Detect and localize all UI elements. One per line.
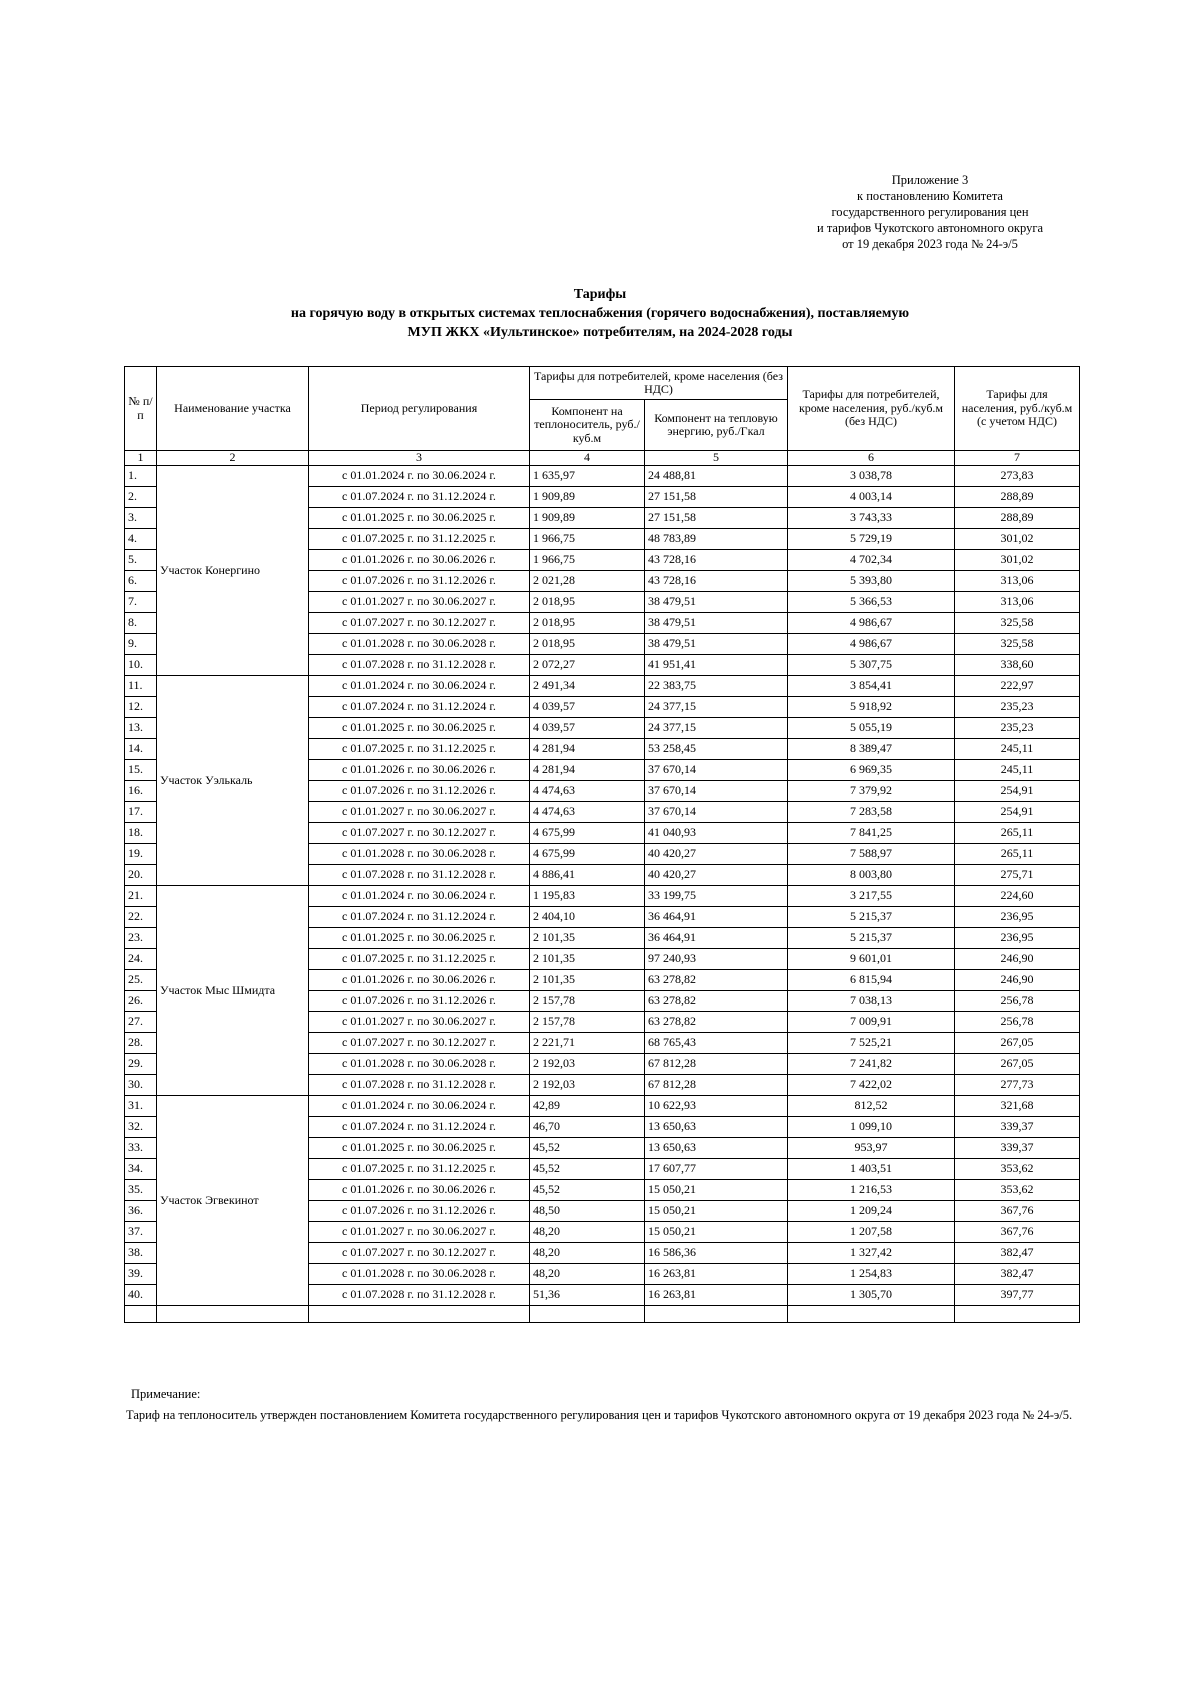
- column-index: 3: [309, 451, 530, 466]
- coolant-cell: 2 192,03: [530, 1075, 645, 1096]
- energy-cell: 13 650,63: [645, 1117, 788, 1138]
- header-period: Период регулирования: [309, 367, 530, 451]
- period-cell: с 01.07.2024 г. по 31.12.2024 г.: [309, 487, 530, 508]
- site-name: Участок Эгвекинот: [157, 1096, 309, 1306]
- period-cell: с 01.01.2025 г. по 30.06.2025 г.: [309, 928, 530, 949]
- period-cell: с 01.01.2028 г. по 30.06.2028 г.: [309, 844, 530, 865]
- energy-cell: 63 278,82: [645, 970, 788, 991]
- coolant-cell: 2 491,34: [530, 676, 645, 697]
- pop-tariff-cell: 265,11: [955, 823, 1080, 844]
- row-number: 20.: [125, 865, 157, 886]
- row-number: 21.: [125, 886, 157, 907]
- coolant-cell: 4 474,63: [530, 781, 645, 802]
- energy-cell: 43 728,16: [645, 571, 788, 592]
- coolant-cell: 2 192,03: [530, 1054, 645, 1075]
- energy-cell: 38 479,51: [645, 613, 788, 634]
- energy-cell: 67 812,28: [645, 1054, 788, 1075]
- coolant-cell: 48,20: [530, 1222, 645, 1243]
- nonpop-tariff-cell: 8 389,47: [788, 739, 955, 760]
- pop-tariff-cell: 339,37: [955, 1138, 1080, 1159]
- pop-tariff-cell: 246,90: [955, 949, 1080, 970]
- header-pop: Тарифы для населения, руб./куб.м (с учетом НДС): [955, 367, 1080, 451]
- energy-cell: 22 383,75: [645, 676, 788, 697]
- pop-tariff-cell: 256,78: [955, 1012, 1080, 1033]
- pop-tariff-cell: 245,11: [955, 760, 1080, 781]
- coolant-cell: 45,52: [530, 1138, 645, 1159]
- nonpop-tariff-cell: 5 055,19: [788, 718, 955, 739]
- pop-tariff-cell: 367,76: [955, 1201, 1080, 1222]
- period-cell: с 01.01.2027 г. по 30.06.2027 г.: [309, 1222, 530, 1243]
- row-number: 11.: [125, 676, 157, 697]
- energy-cell: 24 377,15: [645, 718, 788, 739]
- coolant-cell: 48,20: [530, 1243, 645, 1264]
- period-cell: с 01.07.2028 г. по 31.12.2028 г.: [309, 1285, 530, 1306]
- period-cell: с 01.01.2024 г. по 30.06.2024 г.: [309, 676, 530, 697]
- row-number: 34.: [125, 1159, 157, 1180]
- nonpop-tariff-cell: 5 307,75: [788, 655, 955, 676]
- pop-tariff-cell: 267,05: [955, 1033, 1080, 1054]
- note-text: Тариф на теплоноситель утвержден постановлением Комитета государственного регулирования цен и тарифов Чукотского автономного округа от 19 декабря 2023 года № 24-э/5.: [126, 1408, 1073, 1422]
- nonpop-tariff-cell: 4 702,34: [788, 550, 955, 571]
- energy-cell: 37 670,14: [645, 781, 788, 802]
- coolant-cell: 46,70: [530, 1117, 645, 1138]
- energy-cell: 15 050,21: [645, 1201, 788, 1222]
- energy-cell: 68 765,43: [645, 1033, 788, 1054]
- coolant-cell: 48,20: [530, 1264, 645, 1285]
- period-cell: с 01.07.2026 г. по 31.12.2026 г.: [309, 1201, 530, 1222]
- row-number: 25.: [125, 970, 157, 991]
- table-row: [125, 886, 1080, 907]
- nonpop-tariff-cell: 4 986,67: [788, 613, 955, 634]
- empty-row: [125, 1306, 1080, 1323]
- nonpop-tariff-cell: 7 038,13: [788, 991, 955, 1012]
- period-cell: с 01.07.2024 г. по 31.12.2024 г.: [309, 907, 530, 928]
- period-cell: с 01.01.2026 г. по 30.06.2026 г.: [309, 760, 530, 781]
- nonpop-tariff-cell: 812,52: [788, 1096, 955, 1117]
- energy-cell: 38 479,51: [645, 634, 788, 655]
- energy-cell: 41 040,93: [645, 823, 788, 844]
- row-number: 16.: [125, 781, 157, 802]
- period-cell: с 01.07.2026 г. по 31.12.2026 г.: [309, 571, 530, 592]
- nonpop-tariff-cell: 1 403,51: [788, 1159, 955, 1180]
- coolant-cell: 1 909,89: [530, 508, 645, 529]
- row-number: 30.: [125, 1075, 157, 1096]
- energy-cell: 13 650,63: [645, 1138, 788, 1159]
- coolant-cell: 45,52: [530, 1159, 645, 1180]
- coolant-cell: 4 281,94: [530, 739, 645, 760]
- period-cell: с 01.07.2027 г. по 30.12.2027 г.: [309, 1243, 530, 1264]
- row-number: 8.: [125, 613, 157, 634]
- nonpop-tariff-cell: 1 216,53: [788, 1180, 955, 1201]
- pop-tariff-cell: 254,91: [955, 781, 1080, 802]
- nonpop-tariff-cell: 7 841,25: [788, 823, 955, 844]
- energy-cell: 16 263,81: [645, 1264, 788, 1285]
- site-name: Участок Конергино: [157, 466, 309, 676]
- coolant-cell: 4 886,41: [530, 865, 645, 886]
- pop-tariff-cell: 382,47: [955, 1264, 1080, 1285]
- nonpop-tariff-cell: 7 241,82: [788, 1054, 955, 1075]
- row-number: 2.: [125, 487, 157, 508]
- nonpop-tariff-cell: 3 854,41: [788, 676, 955, 697]
- nonpop-tariff-cell: 8 003,80: [788, 865, 955, 886]
- nonpop-tariff-cell: 3 743,33: [788, 508, 955, 529]
- coolant-cell: 2 072,27: [530, 655, 645, 676]
- coolant-cell: 1 909,89: [530, 487, 645, 508]
- pop-tariff-cell: 382,47: [955, 1243, 1080, 1264]
- coolant-cell: 2 221,71: [530, 1033, 645, 1054]
- energy-cell: 63 278,82: [645, 991, 788, 1012]
- period-cell: с 01.07.2026 г. по 31.12.2026 г.: [309, 781, 530, 802]
- nonpop-tariff-cell: 1 254,83: [788, 1264, 955, 1285]
- nonpop-tariff-cell: 7 588,97: [788, 844, 955, 865]
- pop-tariff-cell: 353,62: [955, 1159, 1080, 1180]
- pop-tariff-cell: 325,58: [955, 634, 1080, 655]
- row-number: 26.: [125, 991, 157, 1012]
- appendix-line: государственного регулирования цен: [831, 205, 1029, 219]
- row-number: 1.: [125, 466, 157, 487]
- pop-tariff-cell: 246,90: [955, 970, 1080, 991]
- period-cell: с 01.01.2027 г. по 30.06.2027 г.: [309, 802, 530, 823]
- coolant-cell: 45,52: [530, 1180, 645, 1201]
- row-number: 6.: [125, 571, 157, 592]
- period-cell: с 01.01.2025 г. по 30.06.2025 г.: [309, 718, 530, 739]
- nonpop-tariff-cell: 6 969,35: [788, 760, 955, 781]
- appendix-line: и тарифов Чукотского автономного округа: [817, 221, 1043, 235]
- coolant-cell: 4 474,63: [530, 802, 645, 823]
- row-number: 37.: [125, 1222, 157, 1243]
- coolant-cell: 2 101,35: [530, 949, 645, 970]
- nonpop-tariff-cell: 1 207,58: [788, 1222, 955, 1243]
- column-index: 6: [788, 451, 955, 466]
- appendix-line: Приложение 3: [891, 173, 969, 187]
- coolant-cell: 51,36: [530, 1285, 645, 1306]
- coolant-cell: 1 966,75: [530, 529, 645, 550]
- coolant-cell: 48,50: [530, 1201, 645, 1222]
- tariff-table-body: [125, 451, 1080, 1323]
- header-coolant: Компонент на теплоноситель, руб./куб.м: [530, 400, 645, 451]
- nonpop-tariff-cell: 4 986,67: [788, 634, 955, 655]
- coolant-cell: 4 675,99: [530, 823, 645, 844]
- row-number: 12.: [125, 697, 157, 718]
- nonpop-tariff-cell: 5 215,37: [788, 928, 955, 949]
- energy-cell: 67 812,28: [645, 1075, 788, 1096]
- empty-cell: [125, 1306, 157, 1323]
- row-number: 32.: [125, 1117, 157, 1138]
- period-cell: с 01.07.2028 г. по 31.12.2028 г.: [309, 655, 530, 676]
- column-index: 7: [955, 451, 1080, 466]
- period-cell: с 01.07.2028 г. по 31.12.2028 г.: [309, 1075, 530, 1096]
- coolant-cell: 2 018,95: [530, 592, 645, 613]
- header-group: Тарифы для потребителей, кроме населения (без НДС): [530, 367, 788, 400]
- nonpop-tariff-cell: 5 918,92: [788, 697, 955, 718]
- column-index: 5: [645, 451, 788, 466]
- nonpop-tariff-cell: 4 003,14: [788, 487, 955, 508]
- period-cell: с 01.07.2027 г. по 30.12.2027 г.: [309, 613, 530, 634]
- period-cell: с 01.01.2024 г. по 30.06.2024 г.: [309, 466, 530, 487]
- period-cell: с 01.01.2028 г. по 30.06.2028 г.: [309, 1264, 530, 1285]
- coolant-cell: 2 404,10: [530, 907, 645, 928]
- document-title: [0, 285, 1200, 342]
- period-cell: с 01.01.2028 г. по 30.06.2028 г.: [309, 634, 530, 655]
- period-cell: с 01.07.2025 г. по 31.12.2025 г.: [309, 949, 530, 970]
- energy-cell: 37 670,14: [645, 802, 788, 823]
- nonpop-tariff-cell: 1 327,42: [788, 1243, 955, 1264]
- coolant-cell: 1 635,97: [530, 466, 645, 487]
- energy-cell: 40 420,27: [645, 865, 788, 886]
- row-number: 18.: [125, 823, 157, 844]
- energy-cell: 24 488,81: [645, 466, 788, 487]
- empty-cell: [309, 1306, 530, 1323]
- pop-tariff-cell: 254,91: [955, 802, 1080, 823]
- row-number: 5.: [125, 550, 157, 571]
- row-number: 22.: [125, 907, 157, 928]
- row-number: 9.: [125, 634, 157, 655]
- pop-tariff-cell: 321,68: [955, 1096, 1080, 1117]
- nonpop-tariff-cell: 7 283,58: [788, 802, 955, 823]
- row-number: 7.: [125, 592, 157, 613]
- row-number: 33.: [125, 1138, 157, 1159]
- nonpop-tariff-cell: 6 815,94: [788, 970, 955, 991]
- coolant-cell: 1 195,83: [530, 886, 645, 907]
- nonpop-tariff-cell: 3 217,55: [788, 886, 955, 907]
- pop-tariff-cell: 288,89: [955, 487, 1080, 508]
- period-cell: с 01.07.2025 г. по 31.12.2025 г.: [309, 1159, 530, 1180]
- period-cell: с 01.01.2024 г. по 30.06.2024 г.: [309, 1096, 530, 1117]
- row-number: 4.: [125, 529, 157, 550]
- row-number: 17.: [125, 802, 157, 823]
- period-cell: с 01.01.2027 г. по 30.06.2027 г.: [309, 592, 530, 613]
- pop-tariff-cell: 397,77: [955, 1285, 1080, 1306]
- pop-tariff-cell: 222,97: [955, 676, 1080, 697]
- table-row: [125, 1096, 1080, 1117]
- nonpop-tariff-cell: 1 099,10: [788, 1117, 955, 1138]
- row-number: 3.: [125, 508, 157, 529]
- energy-cell: 33 199,75: [645, 886, 788, 907]
- appendix-line: к постановлению Комитета: [857, 189, 1003, 203]
- site-name: Участок Уэлькаль: [157, 676, 309, 886]
- tariff-table: [124, 366, 1080, 1323]
- coolant-cell: 4 039,57: [530, 697, 645, 718]
- energy-cell: 63 278,82: [645, 1012, 788, 1033]
- column-index: 1: [125, 451, 157, 466]
- pop-tariff-cell: 313,06: [955, 592, 1080, 613]
- row-number: 27.: [125, 1012, 157, 1033]
- energy-cell: 36 464,91: [645, 928, 788, 949]
- title-line-2: на горячую воду в открытых системах теплоснабжения (горячего водоснабжения), поставляемую: [290, 306, 910, 321]
- coolant-cell: 2 157,78: [530, 991, 645, 1012]
- coolant-cell: 42,89: [530, 1096, 645, 1117]
- pop-tariff-cell: 277,73: [955, 1075, 1080, 1096]
- energy-cell: 37 670,14: [645, 760, 788, 781]
- pop-tariff-cell: 235,23: [955, 697, 1080, 718]
- period-cell: с 01.01.2026 г. по 30.06.2026 г.: [309, 550, 530, 571]
- period-cell: с 01.01.2025 г. по 30.06.2025 г.: [309, 508, 530, 529]
- period-cell: с 01.01.2026 г. по 30.06.2026 г.: [309, 1180, 530, 1201]
- energy-cell: 16 263,81: [645, 1285, 788, 1306]
- period-cell: с 01.01.2025 г. по 30.06.2025 г.: [309, 1138, 530, 1159]
- energy-cell: 17 607,77: [645, 1159, 788, 1180]
- pop-tariff-cell: 245,11: [955, 739, 1080, 760]
- energy-cell: 36 464,91: [645, 907, 788, 928]
- period-cell: с 01.07.2027 г. по 30.12.2027 г.: [309, 1033, 530, 1054]
- title-line-3: МУП ЖКХ «Иультинское» потребителям, на 2024-2028 годы: [407, 325, 793, 340]
- pop-tariff-cell: 265,11: [955, 844, 1080, 865]
- row-number: 10.: [125, 655, 157, 676]
- pop-tariff-cell: 288,89: [955, 508, 1080, 529]
- row-number: 13.: [125, 718, 157, 739]
- pop-tariff-cell: 275,71: [955, 865, 1080, 886]
- energy-cell: 43 728,16: [645, 550, 788, 571]
- coolant-cell: 2 157,78: [530, 1012, 645, 1033]
- coolant-cell: 1 966,75: [530, 550, 645, 571]
- nonpop-tariff-cell: 5 366,53: [788, 592, 955, 613]
- coolant-cell: 2 018,95: [530, 634, 645, 655]
- energy-cell: 27 151,58: [645, 487, 788, 508]
- row-number: 38.: [125, 1243, 157, 1264]
- column-index: 4: [530, 451, 645, 466]
- period-cell: с 01.07.2028 г. по 31.12.2028 г.: [309, 865, 530, 886]
- site-name: Участок Мыс Шмидта: [157, 886, 309, 1096]
- appendix-block: [770, 172, 1090, 252]
- row-number: 23.: [125, 928, 157, 949]
- empty-cell: [955, 1306, 1080, 1323]
- row-number: 24.: [125, 949, 157, 970]
- header-energy: Компонент на тепловую энергию, руб./Гкал: [645, 400, 788, 451]
- row-number: 40.: [125, 1285, 157, 1306]
- period-cell: с 01.01.2026 г. по 30.06.2026 г.: [309, 970, 530, 991]
- pop-tariff-cell: 338,60: [955, 655, 1080, 676]
- energy-cell: 16 586,36: [645, 1243, 788, 1264]
- pop-tariff-cell: 273,83: [955, 466, 1080, 487]
- pop-tariff-cell: 301,02: [955, 529, 1080, 550]
- nonpop-tariff-cell: 3 038,78: [788, 466, 955, 487]
- energy-cell: 53 258,45: [645, 739, 788, 760]
- coolant-cell: 2 018,95: [530, 613, 645, 634]
- nonpop-tariff-cell: 7 009,91: [788, 1012, 955, 1033]
- appendix-line: от 19 декабря 2023 года № 24-э/5: [842, 237, 1018, 251]
- energy-cell: 97 240,93: [645, 949, 788, 970]
- energy-cell: 48 783,89: [645, 529, 788, 550]
- pop-tariff-cell: 313,06: [955, 571, 1080, 592]
- row-number: 15.: [125, 760, 157, 781]
- pop-tariff-cell: 224,60: [955, 886, 1080, 907]
- energy-cell: 15 050,21: [645, 1180, 788, 1201]
- period-cell: с 01.07.2027 г. по 30.12.2027 г.: [309, 823, 530, 844]
- period-cell: с 01.01.2027 г. по 30.06.2027 г.: [309, 1012, 530, 1033]
- period-cell: с 01.01.2028 г. по 30.06.2028 г.: [309, 1054, 530, 1075]
- row-number: 35.: [125, 1180, 157, 1201]
- empty-cell: [788, 1306, 955, 1323]
- table-row: [125, 676, 1080, 697]
- period-cell: с 01.07.2025 г. по 31.12.2025 г.: [309, 739, 530, 760]
- title-line-1: Тарифы: [573, 287, 627, 302]
- nonpop-tariff-cell: 7 525,21: [788, 1033, 955, 1054]
- coolant-cell: 2 101,35: [530, 970, 645, 991]
- period-cell: с 01.07.2026 г. по 31.12.2026 г.: [309, 991, 530, 1012]
- pop-tariff-cell: 236,95: [955, 907, 1080, 928]
- period-cell: с 01.07.2025 г. по 31.12.2025 г.: [309, 529, 530, 550]
- nonpop-tariff-cell: 9 601,01: [788, 949, 955, 970]
- period-cell: с 01.07.2024 г. по 31.12.2024 г.: [309, 1117, 530, 1138]
- energy-cell: 27 151,58: [645, 508, 788, 529]
- empty-cell: [645, 1306, 788, 1323]
- row-number: 39.: [125, 1264, 157, 1285]
- header-num: № п/п: [125, 367, 157, 451]
- column-index: 2: [157, 451, 309, 466]
- nonpop-tariff-cell: 1 305,70: [788, 1285, 955, 1306]
- nonpop-tariff-cell: 5 215,37: [788, 907, 955, 928]
- nonpop-tariff-cell: 7 379,92: [788, 781, 955, 802]
- note-label: Примечание:: [131, 1387, 201, 1401]
- coolant-cell: 2 101,35: [530, 928, 645, 949]
- pop-tariff-cell: 256,78: [955, 991, 1080, 1012]
- coolant-cell: 4 675,99: [530, 844, 645, 865]
- header-site: Наименование участка: [157, 367, 309, 451]
- pop-tariff-cell: 236,95: [955, 928, 1080, 949]
- row-number: 14.: [125, 739, 157, 760]
- energy-cell: 24 377,15: [645, 697, 788, 718]
- row-number: 31.: [125, 1096, 157, 1117]
- empty-cell: [530, 1306, 645, 1323]
- pop-tariff-cell: 267,05: [955, 1054, 1080, 1075]
- nonpop-tariff-cell: 7 422,02: [788, 1075, 955, 1096]
- column-index-row: [125, 451, 1080, 466]
- coolant-cell: 4 039,57: [530, 718, 645, 739]
- energy-cell: 40 420,27: [645, 844, 788, 865]
- pop-tariff-cell: 325,58: [955, 613, 1080, 634]
- header-nonpop: Тарифы для потребителей, кроме населения, руб./куб.м (без НДС): [788, 367, 955, 451]
- energy-cell: 10 622,93: [645, 1096, 788, 1117]
- energy-cell: 41 951,41: [645, 655, 788, 676]
- row-number: 28.: [125, 1033, 157, 1054]
- pop-tariff-cell: 367,76: [955, 1222, 1080, 1243]
- row-number: 19.: [125, 844, 157, 865]
- nonpop-tariff-cell: 1 209,24: [788, 1201, 955, 1222]
- pop-tariff-cell: 301,02: [955, 550, 1080, 571]
- coolant-cell: 2 021,28: [530, 571, 645, 592]
- nonpop-tariff-cell: 953,97: [788, 1138, 955, 1159]
- pop-tariff-cell: 353,62: [955, 1180, 1080, 1201]
- row-number: 36.: [125, 1201, 157, 1222]
- row-number: 29.: [125, 1054, 157, 1075]
- energy-cell: 38 479,51: [645, 592, 788, 613]
- pop-tariff-cell: 235,23: [955, 718, 1080, 739]
- period-cell: с 01.01.2024 г. по 30.06.2024 г.: [309, 886, 530, 907]
- period-cell: с 01.07.2024 г. по 31.12.2024 г.: [309, 697, 530, 718]
- energy-cell: 15 050,21: [645, 1222, 788, 1243]
- coolant-cell: 4 281,94: [530, 760, 645, 781]
- nonpop-tariff-cell: 5 393,80: [788, 571, 955, 592]
- empty-cell: [157, 1306, 309, 1323]
- pop-tariff-cell: 339,37: [955, 1117, 1080, 1138]
- nonpop-tariff-cell: 5 729,19: [788, 529, 955, 550]
- table-row: [125, 466, 1080, 487]
